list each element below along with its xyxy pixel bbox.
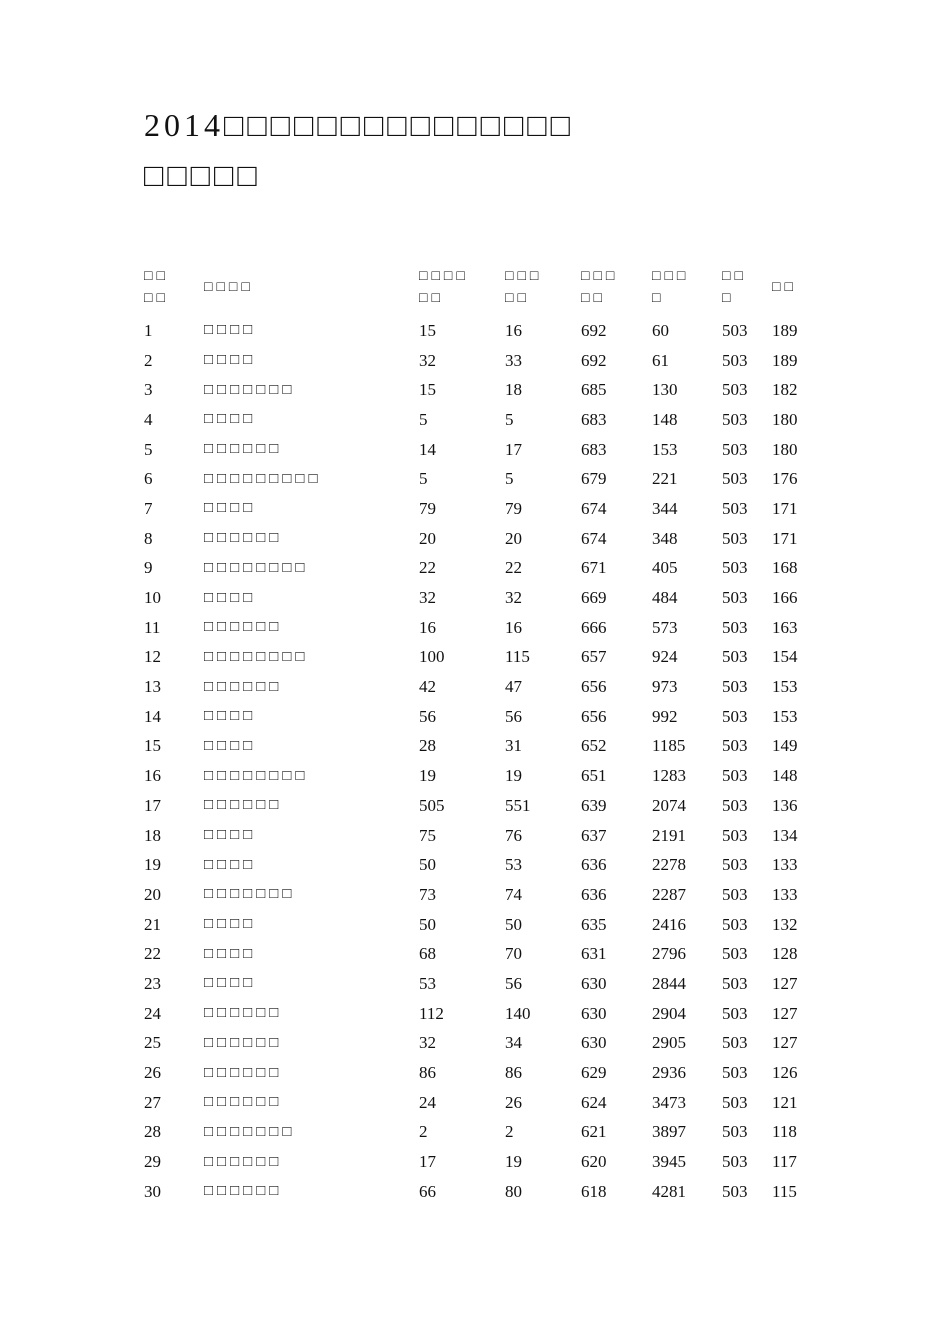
cell-name: □□□□ bbox=[204, 411, 257, 428]
cell-rank: 1 bbox=[144, 320, 153, 340]
cell-col7: 189 bbox=[772, 320, 798, 340]
cell-name: □□□□□□ bbox=[204, 530, 283, 547]
cell-col6: 503 bbox=[722, 1063, 748, 1083]
cell-col6: 503 bbox=[722, 914, 748, 934]
cell-col5: 3897 bbox=[652, 1122, 686, 1142]
cell-col5: 3945 bbox=[652, 1152, 686, 1172]
cell-rank: 8 bbox=[144, 528, 153, 548]
cell-col2: 86 bbox=[419, 1063, 436, 1083]
cell-name: □□□□ bbox=[204, 916, 257, 933]
table-row bbox=[144, 613, 824, 643]
cell-col5: 973 bbox=[652, 677, 678, 697]
cell-rank: 13 bbox=[144, 677, 161, 697]
cell-rank: 28 bbox=[144, 1122, 161, 1142]
cell-col3: 16 bbox=[505, 617, 522, 637]
cell-rank: 29 bbox=[144, 1152, 161, 1172]
cell-col5: 1283 bbox=[652, 766, 686, 786]
cell-col2: 14 bbox=[419, 439, 436, 459]
cell-col7: 115 bbox=[772, 1181, 797, 1201]
cell-name: □□□□ bbox=[204, 322, 257, 339]
cell-col6: 503 bbox=[722, 1181, 748, 1201]
table-row bbox=[144, 1058, 824, 1088]
cell-col2: 79 bbox=[419, 498, 436, 518]
cell-col2: 100 bbox=[419, 647, 445, 667]
cell-col4: 620 bbox=[581, 1152, 607, 1172]
cell-col7: 121 bbox=[772, 1092, 798, 1112]
cell-col2: 20 bbox=[419, 528, 436, 548]
cell-rank: 20 bbox=[144, 884, 161, 904]
cell-name: □□□□ bbox=[204, 856, 257, 873]
cell-col6: 503 bbox=[722, 736, 748, 756]
table-row bbox=[144, 524, 824, 554]
cell-rank: 16 bbox=[144, 766, 161, 786]
cell-col6: 503 bbox=[722, 469, 748, 489]
cell-col3: 19 bbox=[505, 766, 522, 786]
cell-name: □□□□□□□□□ bbox=[204, 470, 322, 487]
cell-col3: 20 bbox=[505, 528, 522, 548]
cell-col4: 692 bbox=[581, 350, 607, 370]
cell-col7: 133 bbox=[772, 855, 798, 875]
cell-rank: 24 bbox=[144, 1003, 161, 1023]
cell-rank: 17 bbox=[144, 795, 161, 815]
cell-col5: 60 bbox=[652, 320, 669, 340]
cell-col4: 674 bbox=[581, 528, 607, 548]
cell-col3: 56 bbox=[505, 973, 522, 993]
cell-col5: 2074 bbox=[652, 795, 686, 815]
cell-name: □□□□□□□ bbox=[204, 1123, 296, 1140]
cell-col5: 2936 bbox=[652, 1063, 686, 1083]
cell-col6: 503 bbox=[722, 825, 748, 845]
cell-col7: 134 bbox=[772, 825, 798, 845]
cell-col2: 56 bbox=[419, 706, 436, 726]
cell-rank: 11 bbox=[144, 617, 161, 637]
cell-col5: 2191 bbox=[652, 825, 686, 845]
col-header-text: □□ □ bbox=[722, 269, 747, 306]
cell-name: □□□□ bbox=[204, 945, 257, 962]
cell-col4: 683 bbox=[581, 439, 607, 459]
cell-name: □□□□□□ bbox=[204, 1153, 283, 1170]
cell-col3: 74 bbox=[505, 884, 522, 904]
cell-col4: 652 bbox=[581, 736, 607, 756]
cell-col3: 22 bbox=[505, 558, 522, 578]
cell-name: □□□□ bbox=[204, 589, 257, 606]
col-header-6 bbox=[722, 260, 772, 316]
cell-col2: 53 bbox=[419, 973, 436, 993]
table-row bbox=[144, 375, 824, 405]
cell-col4: 637 bbox=[581, 825, 607, 845]
col-header-7 bbox=[772, 260, 824, 316]
table-row bbox=[144, 969, 824, 999]
cell-col6: 503 bbox=[722, 320, 748, 340]
table-row bbox=[144, 346, 824, 376]
cell-col6: 503 bbox=[722, 617, 748, 637]
cell-col5: 344 bbox=[652, 498, 678, 518]
cell-name: □□□□□□ bbox=[204, 1005, 283, 1022]
cell-col4: 669 bbox=[581, 588, 607, 608]
cell-col3: 56 bbox=[505, 706, 522, 726]
cell-col3: 32 bbox=[505, 588, 522, 608]
table-row bbox=[144, 405, 824, 435]
cell-col3: 31 bbox=[505, 736, 522, 756]
cell-col2: 19 bbox=[419, 766, 436, 786]
table-row bbox=[144, 464, 824, 494]
cell-col2: 505 bbox=[419, 795, 445, 815]
cell-col4: 679 bbox=[581, 469, 607, 489]
document-title bbox=[144, 100, 574, 200]
cell-col5: 130 bbox=[652, 380, 678, 400]
cell-col4: 666 bbox=[581, 617, 607, 637]
cell-col7: 168 bbox=[772, 558, 798, 578]
table-row bbox=[144, 672, 824, 702]
cell-name: □□□□□□□□ bbox=[204, 648, 309, 665]
title-line-1: 2014□□□□□□□□□□□□□□□ bbox=[144, 107, 574, 143]
col-header-3 bbox=[505, 260, 581, 316]
col-header-rank bbox=[144, 260, 204, 316]
cell-col3: 5 bbox=[505, 469, 514, 489]
cell-rank: 6 bbox=[144, 469, 153, 489]
cell-col6: 503 bbox=[722, 350, 748, 370]
cell-col6: 503 bbox=[722, 944, 748, 964]
cell-col4: 630 bbox=[581, 1033, 607, 1053]
cell-col2: 75 bbox=[419, 825, 436, 845]
cell-col7: 117 bbox=[772, 1152, 797, 1172]
cell-col6: 503 bbox=[722, 498, 748, 518]
cell-col2: 73 bbox=[419, 884, 436, 904]
cell-rank: 3 bbox=[144, 380, 153, 400]
cell-col6: 503 bbox=[722, 409, 748, 429]
table-row bbox=[144, 1029, 824, 1059]
cell-col6: 503 bbox=[722, 380, 748, 400]
table-row bbox=[144, 821, 824, 851]
cell-col2: 68 bbox=[419, 944, 436, 964]
cell-name: □□□□□□ bbox=[204, 441, 283, 458]
cell-col3: 53 bbox=[505, 855, 522, 875]
cell-col2: 22 bbox=[419, 558, 436, 578]
cell-col2: 50 bbox=[419, 914, 436, 934]
col-header-text: □□□ □□ bbox=[581, 269, 619, 306]
cell-col5: 405 bbox=[652, 558, 678, 578]
cell-rank: 23 bbox=[144, 973, 161, 993]
cell-rank: 2 bbox=[144, 350, 153, 370]
cell-col2: 16 bbox=[419, 617, 436, 637]
cell-col6: 503 bbox=[722, 528, 748, 548]
cell-name: □□□□□□ bbox=[204, 1064, 283, 1081]
cell-col3: 5 bbox=[505, 409, 514, 429]
cell-col4: 656 bbox=[581, 706, 607, 726]
cell-rank: 21 bbox=[144, 914, 161, 934]
cell-name: □□□□ bbox=[204, 975, 257, 992]
cell-col3: 16 bbox=[505, 320, 522, 340]
cell-col3: 47 bbox=[505, 677, 522, 697]
cell-rank: 15 bbox=[144, 736, 161, 756]
cell-col5: 924 bbox=[652, 647, 678, 667]
cell-col7: 127 bbox=[772, 1033, 798, 1053]
cell-col5: 61 bbox=[652, 350, 669, 370]
cell-col3: 70 bbox=[505, 944, 522, 964]
cell-col4: 692 bbox=[581, 320, 607, 340]
cell-name: □□□□□□ bbox=[204, 1183, 283, 1200]
cell-col6: 503 bbox=[722, 766, 748, 786]
table-row bbox=[144, 999, 824, 1029]
cell-col4: 651 bbox=[581, 766, 607, 786]
cell-rank: 5 bbox=[144, 439, 153, 459]
cell-col2: 50 bbox=[419, 855, 436, 875]
cell-col4: 635 bbox=[581, 914, 607, 934]
cell-col5: 221 bbox=[652, 469, 678, 489]
cell-col6: 503 bbox=[722, 1092, 748, 1112]
col-header-text: □□□□ bbox=[204, 280, 254, 295]
cell-col6: 503 bbox=[722, 439, 748, 459]
cell-col6: 503 bbox=[722, 558, 748, 578]
cell-col5: 148 bbox=[652, 409, 678, 429]
cell-name: □□□□□□ bbox=[204, 1094, 283, 1111]
table-row bbox=[144, 761, 824, 791]
table-row bbox=[144, 910, 824, 940]
cell-name: □□□□□□□□ bbox=[204, 559, 309, 576]
cell-col4: 671 bbox=[581, 558, 607, 578]
cell-rank: 10 bbox=[144, 588, 161, 608]
cell-col6: 503 bbox=[722, 588, 748, 608]
cell-col5: 2796 bbox=[652, 944, 686, 964]
cell-col7: 163 bbox=[772, 617, 798, 637]
cell-col4: 639 bbox=[581, 795, 607, 815]
cell-col4: 685 bbox=[581, 380, 607, 400]
cell-col7: 128 bbox=[772, 944, 798, 964]
cell-name: □□□□□□□ bbox=[204, 886, 296, 903]
cell-col6: 503 bbox=[722, 884, 748, 904]
cell-col6: 503 bbox=[722, 1122, 748, 1142]
col-header-text: □□□□ □□ bbox=[419, 269, 469, 306]
cell-col2: 17 bbox=[419, 1152, 436, 1172]
table-row bbox=[144, 1147, 824, 1177]
cell-rank: 4 bbox=[144, 409, 153, 429]
cell-col3: 50 bbox=[505, 914, 522, 934]
cell-col2: 15 bbox=[419, 380, 436, 400]
cell-col5: 484 bbox=[652, 588, 678, 608]
table-row bbox=[144, 494, 824, 524]
cell-col5: 2904 bbox=[652, 1003, 686, 1023]
cell-col2: 5 bbox=[419, 469, 428, 489]
cell-name: □□□□ bbox=[204, 708, 257, 725]
cell-col7: 180 bbox=[772, 409, 798, 429]
cell-col7: 176 bbox=[772, 469, 798, 489]
cell-rank: 7 bbox=[144, 498, 153, 518]
cell-col7: 182 bbox=[772, 380, 798, 400]
cell-col7: 148 bbox=[772, 766, 798, 786]
cell-name: □□□□ bbox=[204, 352, 257, 369]
table-row bbox=[144, 1088, 824, 1118]
cell-rank: 25 bbox=[144, 1033, 161, 1053]
col-header-text: □□□ □ bbox=[652, 269, 690, 306]
cell-col4: 656 bbox=[581, 677, 607, 697]
cell-col7: 133 bbox=[772, 884, 798, 904]
cell-col2: 112 bbox=[419, 1003, 444, 1023]
cell-col5: 2278 bbox=[652, 855, 686, 875]
cell-name: □□□□□□ bbox=[204, 797, 283, 814]
cell-col3: 34 bbox=[505, 1033, 522, 1053]
table-row bbox=[144, 791, 824, 821]
table-row bbox=[144, 554, 824, 584]
cell-name: □□□□□□ bbox=[204, 619, 283, 636]
table-row bbox=[144, 702, 824, 732]
cell-col5: 2416 bbox=[652, 914, 686, 934]
cell-name: □□□□□□ bbox=[204, 678, 283, 695]
cell-col7: 189 bbox=[772, 350, 798, 370]
cell-col6: 503 bbox=[722, 706, 748, 726]
cell-col7: 180 bbox=[772, 439, 798, 459]
table-body bbox=[144, 316, 824, 1207]
cell-col3: 17 bbox=[505, 439, 522, 459]
cell-col7: 154 bbox=[772, 647, 798, 667]
cell-col7: 171 bbox=[772, 498, 798, 518]
cell-col6: 503 bbox=[722, 973, 748, 993]
cell-col5: 153 bbox=[652, 439, 678, 459]
cell-col7: 171 bbox=[772, 528, 798, 548]
col-header-5 bbox=[652, 260, 722, 316]
cell-col2: 5 bbox=[419, 409, 428, 429]
cell-col4: 624 bbox=[581, 1092, 607, 1112]
table-row bbox=[144, 1118, 824, 1148]
cell-col4: 636 bbox=[581, 855, 607, 875]
cell-col6: 503 bbox=[722, 855, 748, 875]
cell-col6: 503 bbox=[722, 677, 748, 697]
cell-col3: 551 bbox=[505, 795, 531, 815]
cell-rank: 27 bbox=[144, 1092, 161, 1112]
col-header-name bbox=[204, 260, 419, 316]
cell-col5: 992 bbox=[652, 706, 678, 726]
cell-col2: 28 bbox=[419, 736, 436, 756]
table-row bbox=[144, 850, 824, 880]
table-header-row bbox=[144, 260, 824, 316]
table-row bbox=[144, 435, 824, 465]
cell-col5: 3473 bbox=[652, 1092, 686, 1112]
cell-col2: 32 bbox=[419, 588, 436, 608]
table-row bbox=[144, 732, 824, 762]
cell-col3: 140 bbox=[505, 1003, 531, 1023]
cell-name: □□□□ bbox=[204, 737, 257, 754]
cell-col5: 1185 bbox=[652, 736, 686, 756]
cell-rank: 14 bbox=[144, 706, 161, 726]
cell-col3: 115 bbox=[505, 647, 530, 667]
cell-col3: 80 bbox=[505, 1181, 522, 1201]
cell-col7: 153 bbox=[772, 706, 798, 726]
table-row bbox=[144, 316, 824, 346]
cell-col3: 26 bbox=[505, 1092, 522, 1112]
cell-name: □□□□□□□□ bbox=[204, 767, 309, 784]
cell-col6: 503 bbox=[722, 1003, 748, 1023]
cell-rank: 18 bbox=[144, 825, 161, 845]
cell-name: □□□□□□ bbox=[204, 1034, 283, 1051]
cell-rank: 26 bbox=[144, 1063, 161, 1083]
cell-col6: 503 bbox=[722, 1033, 748, 1053]
cell-col5: 2287 bbox=[652, 884, 686, 904]
table-row bbox=[144, 939, 824, 969]
cell-col7: 153 bbox=[772, 677, 798, 697]
col-header-text: □□ □□ bbox=[144, 269, 169, 306]
cell-col4: 618 bbox=[581, 1181, 607, 1201]
cell-col2: 24 bbox=[419, 1092, 436, 1112]
table-row bbox=[144, 583, 824, 613]
cell-col2: 32 bbox=[419, 350, 436, 370]
cell-col3: 76 bbox=[505, 825, 522, 845]
cell-col3: 33 bbox=[505, 350, 522, 370]
cell-col5: 4281 bbox=[652, 1181, 686, 1201]
cell-col4: 630 bbox=[581, 1003, 607, 1023]
cell-col4: 631 bbox=[581, 944, 607, 964]
cell-col7: 149 bbox=[772, 736, 798, 756]
cell-col4: 630 bbox=[581, 973, 607, 993]
cell-col7: 127 bbox=[772, 973, 798, 993]
cell-rank: 9 bbox=[144, 558, 153, 578]
cell-col3: 2 bbox=[505, 1122, 514, 1142]
table-row bbox=[144, 643, 824, 673]
cell-col3: 18 bbox=[505, 380, 522, 400]
cell-col2: 66 bbox=[419, 1181, 436, 1201]
cell-col7: 118 bbox=[772, 1122, 797, 1142]
cell-col7: 126 bbox=[772, 1063, 798, 1083]
cell-col7: 132 bbox=[772, 914, 798, 934]
table-row bbox=[144, 880, 824, 910]
cell-col5: 2905 bbox=[652, 1033, 686, 1053]
cell-name: □□□□□□□ bbox=[204, 381, 296, 398]
cell-rank: 22 bbox=[144, 944, 161, 964]
cell-col2: 2 bbox=[419, 1122, 428, 1142]
cell-rank: 30 bbox=[144, 1181, 161, 1201]
cell-rank: 19 bbox=[144, 855, 161, 875]
cell-col6: 503 bbox=[722, 1152, 748, 1172]
cell-col3: 86 bbox=[505, 1063, 522, 1083]
cell-col6: 503 bbox=[722, 647, 748, 667]
cell-col4: 629 bbox=[581, 1063, 607, 1083]
cell-col7: 166 bbox=[772, 588, 798, 608]
cell-col4: 657 bbox=[581, 647, 607, 667]
cell-col7: 127 bbox=[772, 1003, 798, 1023]
cell-col5: 573 bbox=[652, 617, 678, 637]
cell-col7: 136 bbox=[772, 795, 798, 815]
cell-name: □□□□ bbox=[204, 500, 257, 517]
col-header-4 bbox=[581, 260, 652, 316]
ranking-table bbox=[144, 260, 824, 1207]
cell-col4: 674 bbox=[581, 498, 607, 518]
cell-col4: 636 bbox=[581, 884, 607, 904]
col-header-2 bbox=[419, 260, 505, 316]
cell-name: □□□□ bbox=[204, 827, 257, 844]
title-line-2: □□□□□ bbox=[144, 157, 261, 193]
cell-col2: 42 bbox=[419, 677, 436, 697]
col-header-text: □□□ □□ bbox=[505, 269, 543, 306]
cell-col3: 79 bbox=[505, 498, 522, 518]
table-row bbox=[144, 1177, 824, 1207]
cell-rank: 12 bbox=[144, 647, 161, 667]
col-header-text: □□ bbox=[772, 280, 797, 295]
cell-col2: 32 bbox=[419, 1033, 436, 1053]
cell-col4: 683 bbox=[581, 409, 607, 429]
cell-col5: 348 bbox=[652, 528, 678, 548]
cell-col3: 19 bbox=[505, 1152, 522, 1172]
cell-col5: 2844 bbox=[652, 973, 686, 993]
cell-col6: 503 bbox=[722, 795, 748, 815]
cell-col4: 621 bbox=[581, 1122, 607, 1142]
cell-col2: 15 bbox=[419, 320, 436, 340]
